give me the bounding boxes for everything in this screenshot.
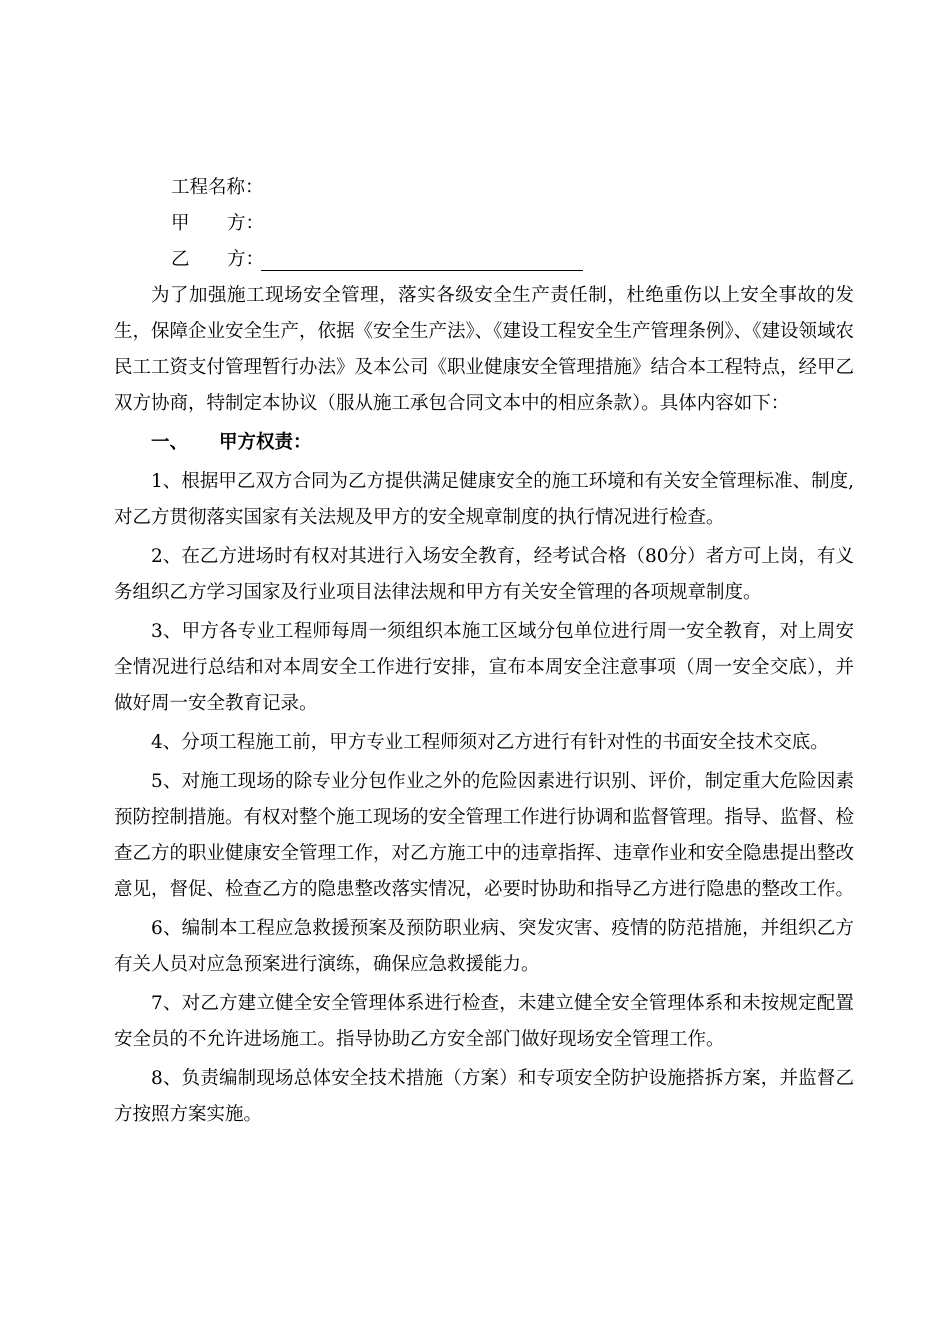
party-a-field: [114, 206, 854, 242]
section-heading: [114, 425, 854, 461]
party-b-field: [114, 242, 854, 278]
party-b-value-blank: [261, 244, 583, 271]
section-title: 甲方权责：: [219, 432, 312, 453]
intro-paragraph: 为了加强施工现场安全管理，落实各级安全生产责任制，杜绝重伤以上安全事故的发生，保障企业安全生产，依据《安全生产法》、《建设工程安全生产管理条例》、《建设领域农民工工资支付管理暂行办法》及本公司《职业健康安全管理措施》结合本工程特点，经甲乙双方协商，特制定本协议（服从施工承包合同文本中的相应条款）。具体内容如下：: [114, 285, 855, 414]
clause-8: 8、负责编制现场总体安全技术措施（方案）和专项安全防护设施搭拆方案，并监督乙方按照方案实施。: [114, 1068, 854, 1125]
document-body: [114, 170, 854, 1136]
section-number: 一、: [151, 432, 189, 453]
party-b-label: [171, 242, 265, 278]
clause-2: 2、在乙方进场时有权对其进行入场安全教育，经考试合格（80分）者方可上岗，有义务组织乙方学习国家及行业项目法律法规和甲方有关安全管理的各项规章制度。: [114, 546, 854, 603]
project-name-label: 工程名称：: [171, 177, 264, 198]
party-b-label-first: 乙: [171, 249, 190, 270]
clause-5: 5、对施工现场的除专业分包作业之外的危险因素进行识别、评价，制定重大危险因素预防控制措施。有权对整个施工现场的安全管理工作进行协调和监督管理。指导、监督、检查乙方的职业健康安全管理工作，对乙方施工中的违章指挥、违章作业和安全隐患提出整改意见，督促、检查乙方的隐患整改落实情况，必要时协助和指导乙方进行隐患的整改工作。: [114, 771, 855, 900]
party-a-label: [171, 206, 265, 242]
clause-6: 6、编制本工程应急救援预案及预防职业病、突发灾害、疫情的防范措施，并组织乙方有关人员对应急预案进行演练，确保应急救援能力。: [114, 918, 854, 975]
party-a-label-first: 甲: [171, 213, 190, 234]
clause-3: 3、甲方各专业工程师每周一须组织本施工区域分包单位进行周一安全教育，对上周安全情况进行总结和对本周安全工作进行安排，宣布本周安全注意事项（周一安全交底），并做好周一安全教育记录。: [114, 621, 854, 714]
clause-4: 4、分项工程施工前，甲方专业工程师须对乙方进行有针对性的书面安全技术交底。: [151, 732, 829, 753]
party-a-label-second: 方：: [227, 213, 265, 234]
clause-1: 1、根据甲乙双方合同为乙方提供满足健康安全的施工环境和有关安全管理标准、制度,对乙方贯彻落实国家有关法规及甲方的安全规章制度的执行情况进行检查。: [114, 471, 854, 528]
project-name-field: [114, 170, 854, 206]
clause-7: 7、对乙方建立健全安全管理体系进行检查，未建立健全安全管理体系和未按规定配置安全员的不允许进场施工。指导协助乙方安全部门做好现场安全管理工作。: [114, 993, 854, 1050]
party-b-label-second: 方：: [227, 249, 265, 270]
